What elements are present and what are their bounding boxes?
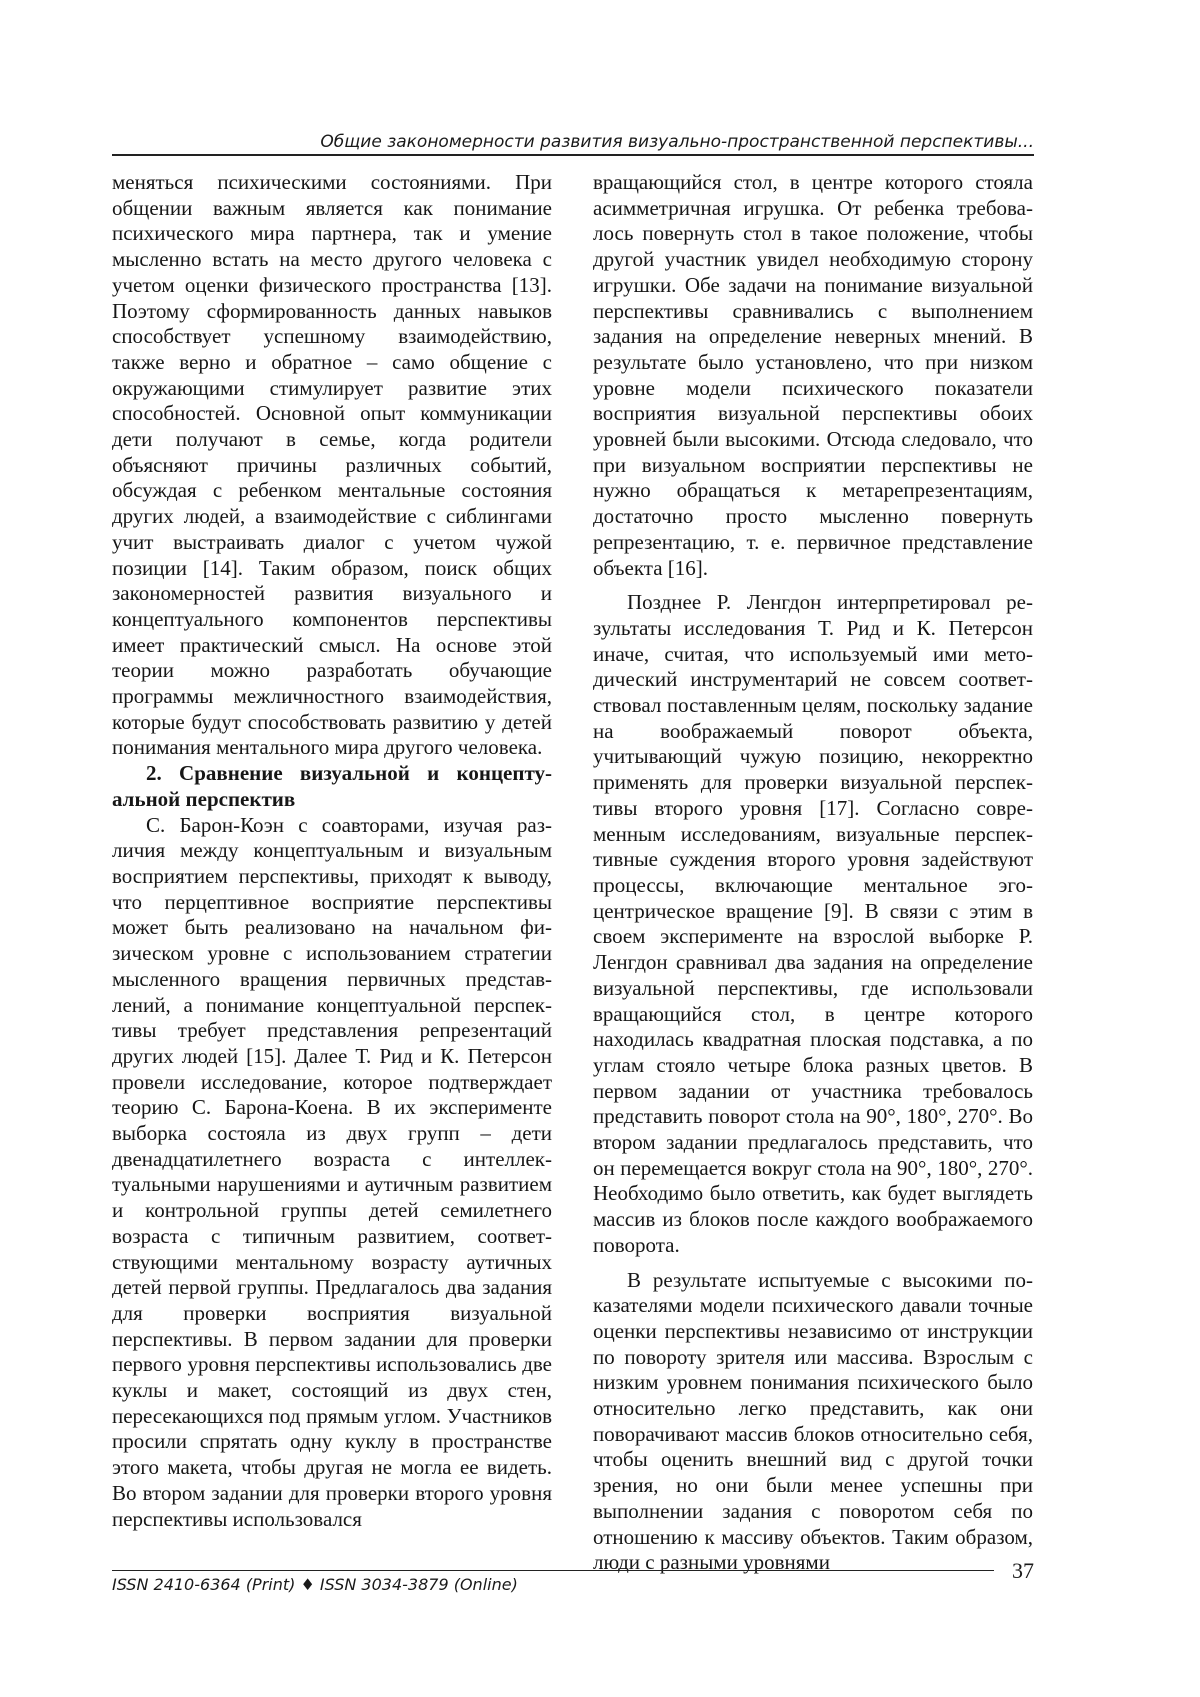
paragraph: Позднее Р. Ленгдон интерпретировал результаты исследования Т. Рид и К. Петерсон иначе, считая, что используемый ими методический инструментарий не совсем соответствовал поставленным целям, поскольку задание на воображаемый поворот объекта, учитывающий чужую позицию, некорректно применять для проверки визуальной перспективы второго уровня [17]. Согласно современным исследованиям, визуальные перспективные суждения второго уровня задействуют процессы, включающие ментальное эгоцентрическое вращение [9]. В связи с этим в своем эксперименте на взрослой выборке Р. Ленгдон сравнивал два задания на определение визуальной перспективы, где использовали вращающийся стол, в центре которого находилась квадратная плоская подставка, а по углам стояло четыре блока разных цветов. В первом задании от участника требовалось представить поворот стола на 90°, 180°, 270°. Во втором задании предлагалось представить, что он перемещается вокруг стола на 90°, 180°, 270°. Необходимо было ответить, как будет выглядеть массив из блоков после каждого воображаемого поворота. bbox=[593, 590, 1033, 1257]
running-header: Общие закономерности развития визуально-пространственной перспективы... bbox=[320, 132, 1034, 152]
section-heading: 2. Сравнение визуальной и концептуальной перспектив bbox=[112, 761, 552, 811]
right-column bbox=[593, 170, 1033, 1576]
paragraph: меняться психическими состояниями. При общении важным является как понимание психического мира партнера, так и умение мысленно встать на место другого человека с учетом оценки физического пространства [13]. Поэтому сформированность данных навыков способствует успешному взаимодействию, также верно и обратное – само общение с окружающими стимулирует развитие этих способностей. Основной опыт коммуникации дети получают в семье, когда родители объясняют причины различных событий, обсуждая с ребенком ментальные состояния других людей, а взаимодействие с сиблингами учит выстраивать диалог с учетом чужой позиции [14]. Таким образом, поиск общих закономерностей развития визуального и концептуального компонентов перспективы имеет практический смысл. На основе этой теории можно разработать обучающие программы межличностного взаимодействия, которые будут способствовать развитию у детей понимания ментального мира другого человека. bbox=[112, 170, 552, 760]
header-rule bbox=[112, 154, 1034, 156]
footer-rule bbox=[112, 1570, 994, 1571]
page-number: 37 bbox=[1012, 1558, 1034, 1583]
footer-issn: ISSN 2410-6364 (Print) ♦ ISSN 3034-3879 (Online) bbox=[112, 1575, 518, 1594]
left-column bbox=[112, 170, 552, 1532]
paragraph: вращающийся стол, в центре которого стояла асимметричная игрушка. От ребенка требовалось повернуть стол в такое положение, чтобы другой участник увидел необходимую сторону игрушки. Обе задачи на понимание визуальной перспективы сравнивались с выполнением задания на определение неверных мнений. В результате было установлено, что при низком уровне модели психического показатели восприятия визуальной перспективы обоих уровней были высокими. Отсюда следовало, что при визуальном восприятии перспективы не нужно обращаться к метарепрезентациям, достаточно просто мысленно повернуть репрезентацию, т. е. первичное представление объекта [16]. bbox=[593, 170, 1033, 580]
paragraph: В результате испытуемые с высокими показателями модели психического давали точные оценки перспективы независимо от инструкции по повороту зрителя или массива. Взрослым с низким уровнем понимания психического было относительно легко представить, как они поворачивают массив блоков относительно себя, чтобы оценить внешний вид с другой точки зрения, но они были менее успешны при выполнении задания с поворотом себя по отношению к массиву объектов. Таким образом, люди с разными уровнями bbox=[593, 1267, 1033, 1575]
paragraph: С. Барон-Коэн с соавторами, изучая различия между концептуальным и визуальным восприятием перспективы, приходят к выводу, что перцептивное восприятие перспективы может быть реализовано на начальном физическом уровне с использованием стратегии мысленного вращения первичных представлений, а понимание концептуальной перспективы требует представления репрезентаций других людей [15]. Далее Т. Рид и К. Петерсон провели исследование, которое подтверждает теорию С. Барона-Коена. В их эксперименте выборка состояла из двух групп – дети двенадцатилетнего возраста с интеллектуальными нарушениями и аутичным развитием и контрольной группы детей семилетнего возраста с типичным развитием, соответствующими ментальному возрасту аутичных детей первой группы. Предлагалось два задания для проверки восприятия визуальной перспективы. В первом задании для проверки первого уровня перспективы использовались две куклы и макет, состоящий из двух стен, пересекающихся под прямым углом. Участников просили спрятать одну куклу в пространстве этого макета, чтобы другая не могла ее видеть. Во втором задании для проверки второго уровня перспективы использовался bbox=[112, 812, 552, 1531]
